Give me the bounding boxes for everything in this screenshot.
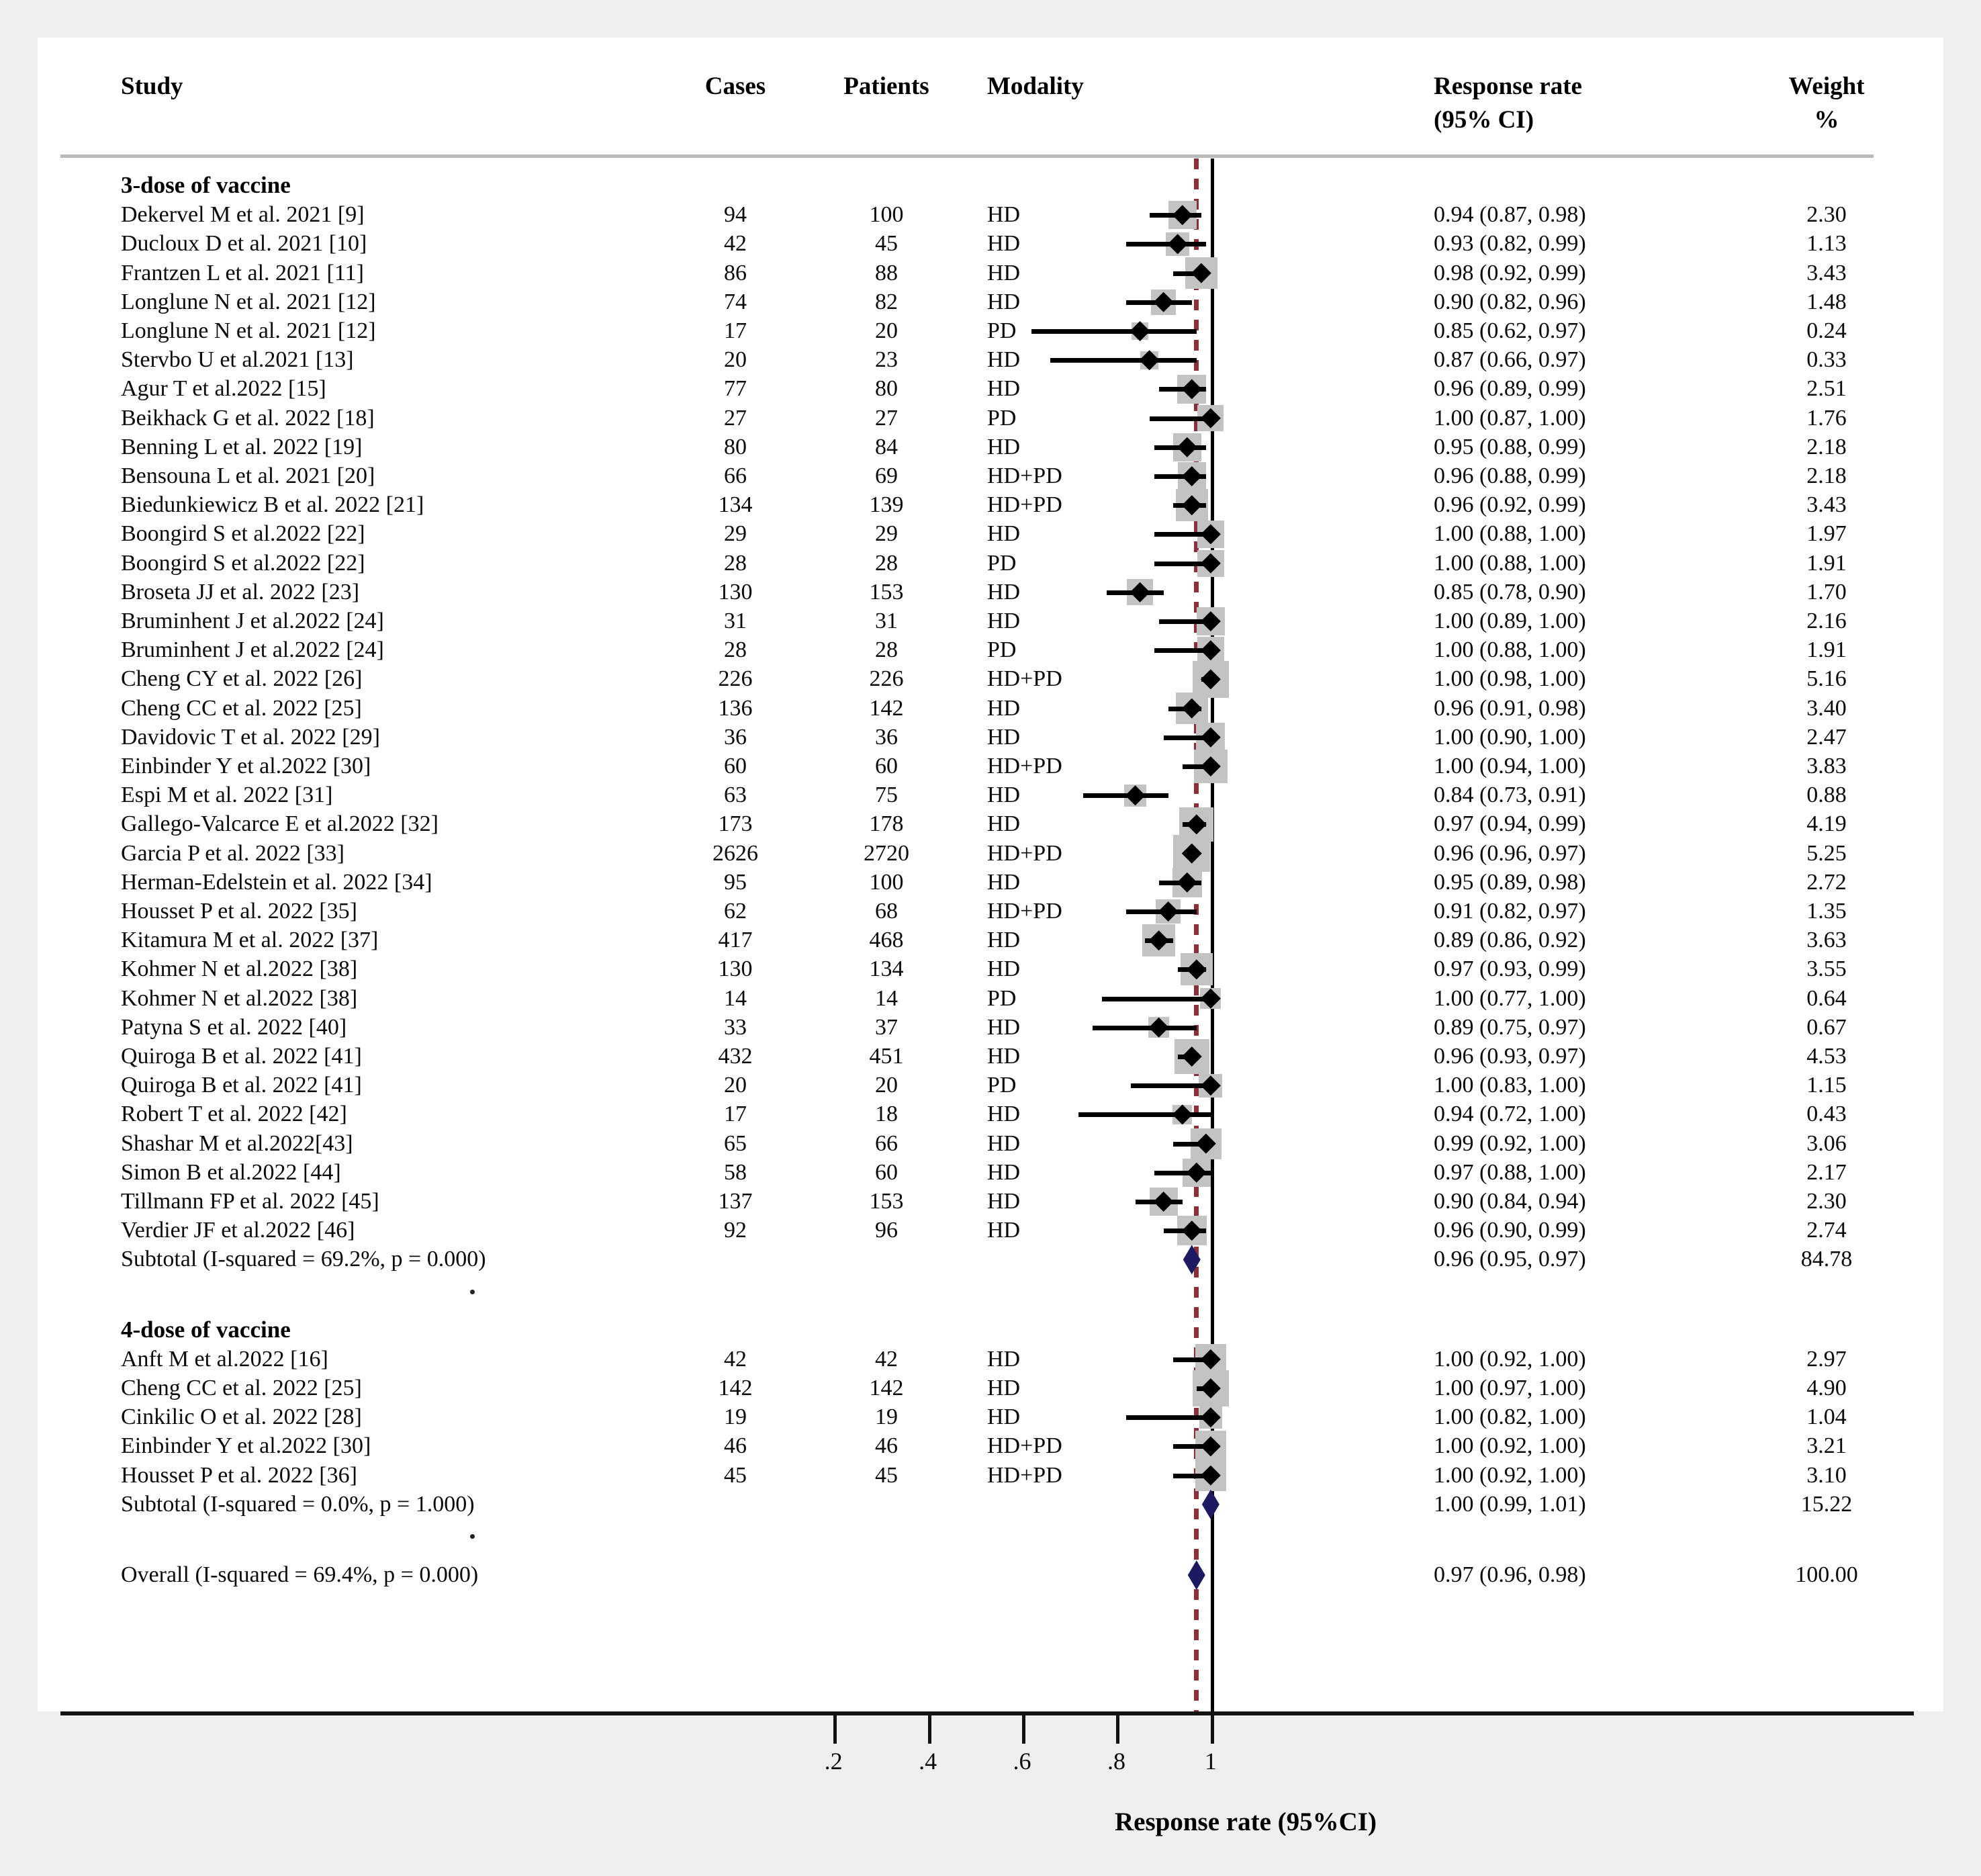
modality-value: PD: [987, 550, 1017, 576]
study-name: Herman-Edelstein et al. 2022 [34]: [121, 869, 432, 895]
axis-tick-label: .8: [1107, 1748, 1125, 1775]
cases-value: 14: [724, 985, 747, 1011]
confidence-interval-line: [1131, 1083, 1211, 1088]
study-name: Quiroga B et al. 2022 [41]: [121, 1073, 362, 1098]
weight-value: 0.88: [1806, 783, 1847, 808]
axis-tick: [833, 1714, 837, 1744]
cases-value: 142: [718, 1376, 753, 1400]
modality-value: PD: [987, 405, 1017, 431]
weight-value: 1.70: [1806, 579, 1847, 605]
study-name: Beikhack G et al. 2022 [18]: [121, 405, 375, 431]
cases-value: 20: [724, 347, 747, 373]
response-rate-value: 1.00 (0.98, 1.00): [1434, 666, 1586, 692]
patients-value: 451: [869, 1044, 904, 1069]
patients-value: 2720: [864, 840, 909, 866]
response-rate-value: 0.98 (0.92, 0.99): [1434, 260, 1586, 285]
column-header-weight-pct: %: [1814, 106, 1839, 134]
axis-tick: [1116, 1714, 1119, 1744]
modality-value: HD: [987, 1044, 1021, 1069]
patients-value: 60: [875, 1159, 898, 1185]
response-rate-value: 1.00 (0.82, 1.00): [1434, 1404, 1586, 1430]
weight-value: 2.16: [1806, 609, 1847, 633]
study-name: Boongird S et al.2022 [22]: [121, 550, 365, 576]
modality-value: HD: [987, 956, 1021, 982]
patients-value: 20: [875, 1073, 898, 1098]
response-rate-value: 0.84 (0.73, 0.91): [1434, 783, 1586, 808]
response-rate-value: 0.99 (0.92, 1.00): [1434, 1130, 1586, 1156]
modality-value: HD: [987, 579, 1021, 605]
response-rate-value: 0.90 (0.84, 0.94): [1434, 1189, 1586, 1214]
study-name: Kohmer N et al.2022 [38]: [121, 956, 358, 982]
cases-value: 17: [724, 1102, 747, 1127]
study-name: Housset P et al. 2022 [36]: [121, 1462, 357, 1488]
weight-value: 2.97: [1806, 1346, 1847, 1372]
modality-value: HD: [987, 1159, 1021, 1185]
weight-value: 5.25: [1806, 840, 1847, 866]
weight-value: 1.15: [1806, 1073, 1847, 1098]
weight-value: 3.43: [1806, 492, 1847, 518]
modality-value: HD: [987, 1346, 1021, 1372]
patients-value: 20: [875, 318, 898, 343]
response-rate-value: 0.94 (0.87, 0.98): [1434, 202, 1586, 228]
cases-value: 66: [724, 463, 747, 488]
confidence-interval-line: [1050, 358, 1197, 363]
cases-value: 77: [724, 376, 747, 402]
modality-value: PD: [987, 1073, 1017, 1098]
cases-value: 432: [718, 1044, 753, 1069]
study-name: Bensouna L et al. 2021 [20]: [121, 463, 375, 488]
cases-value: 17: [724, 318, 747, 343]
weight-value: 1.91: [1806, 637, 1847, 663]
confidence-interval-line: [1093, 1026, 1196, 1030]
cases-value: 173: [718, 811, 753, 837]
weight-value: 4.90: [1806, 1376, 1847, 1400]
cases-value: 33: [724, 1014, 747, 1040]
modality-value: HD: [987, 231, 1021, 257]
cases-value: 136: [718, 695, 753, 721]
weight-value: 2.72: [1806, 869, 1847, 895]
cases-value: 28: [724, 637, 747, 663]
weight-value: 0.67: [1806, 1014, 1847, 1040]
study-name: Verdier JF et al.2022 [46]: [121, 1218, 355, 1243]
response-rate-value: 0.95 (0.89, 0.98): [1434, 869, 1586, 895]
response-rate-value: 0.97 (0.94, 0.99): [1434, 811, 1586, 837]
cases-value: 19: [724, 1404, 747, 1430]
response-rate-value: 0.97 (0.93, 0.99): [1434, 956, 1586, 982]
patients-value: 100: [869, 869, 904, 895]
group-label-4-dose: 4-dose of vaccine: [121, 1316, 291, 1343]
weight-value: 1.97: [1806, 521, 1847, 547]
weight-value: 0.43: [1806, 1102, 1847, 1127]
study-name: Einbinder Y et al.2022 [30]: [121, 1433, 371, 1459]
study-name: Boongird S et al.2022 [22]: [121, 521, 365, 547]
study-name: Garcia P et al. 2022 [33]: [121, 840, 344, 866]
response-rate-value: 1.00 (0.94, 1.00): [1434, 754, 1586, 778]
modality-value: HD: [987, 347, 1021, 373]
modality-value: HD: [987, 1014, 1021, 1040]
cases-value: 137: [718, 1189, 753, 1214]
response-rate-value: 0.96 (0.90, 0.99): [1434, 1218, 1586, 1243]
modality-value: HD: [987, 260, 1021, 285]
cases-value: 94: [724, 202, 747, 228]
modality-value: HD: [987, 1404, 1021, 1430]
study-name: Broseta JJ et al. 2022 [23]: [121, 579, 360, 605]
response-rate-value: 1.00 (0.87, 1.00): [1434, 405, 1586, 431]
patients-value: 29: [875, 521, 898, 547]
summary-diamond: [1188, 1560, 1205, 1590]
cases-value: 42: [724, 231, 747, 257]
response-rate-value: 1.00 (0.90, 1.00): [1434, 724, 1586, 750]
cases-value: 134: [718, 492, 753, 518]
patients-value: 226: [869, 666, 904, 692]
column-header-study: Study: [121, 73, 183, 100]
weight-value: 2.17: [1806, 1159, 1847, 1185]
modality-value: HD: [987, 202, 1021, 228]
modality-value: HD+PD: [987, 463, 1062, 488]
response-rate-value: 0.91 (0.82, 0.97): [1434, 899, 1586, 924]
weight-value: 0.64: [1806, 985, 1847, 1011]
modality-value: HD+PD: [987, 754, 1062, 778]
cases-value: 29: [724, 521, 747, 547]
patients-value: 18: [875, 1102, 898, 1127]
modality-value: PD: [987, 318, 1017, 343]
weight-value: 5.16: [1806, 666, 1847, 692]
weight-value: 0.24: [1806, 318, 1847, 343]
header-rule: [60, 154, 1874, 158]
study-name: Kohmer N et al.2022 [38]: [121, 985, 358, 1011]
modality-value: PD: [987, 985, 1017, 1011]
study-name: Robert T et al. 2022 [42]: [121, 1102, 347, 1127]
modality-value: HD: [987, 928, 1021, 953]
cases-value: 130: [718, 956, 753, 982]
study-name: Biedunkiewicz B et al. 2022 [21]: [121, 492, 424, 518]
patients-value: 134: [869, 956, 904, 982]
patients-value: 468: [869, 928, 904, 953]
patients-value: 66: [875, 1130, 898, 1156]
patients-value: 69: [875, 463, 898, 488]
patients-value: 153: [869, 579, 904, 605]
spacer-dot: [470, 1534, 475, 1539]
cases-value: 62: [724, 899, 747, 924]
modality-value: HD: [987, 1218, 1021, 1243]
patients-value: 178: [869, 811, 904, 837]
patients-value: 45: [875, 1462, 898, 1488]
overall-response-rate: 0.97 (0.96, 0.98): [1434, 1562, 1586, 1587]
summary-diamond: [1202, 1490, 1219, 1519]
study-name: Housset P et al. 2022 [35]: [121, 899, 357, 924]
study-name: Longlune N et al. 2021 [12]: [121, 318, 376, 343]
axis-tick-label: .2: [824, 1748, 843, 1775]
response-rate-value: 1.00 (0.83, 1.00): [1434, 1073, 1586, 1098]
weight-value: 2.74: [1806, 1218, 1847, 1243]
cases-value: 46: [724, 1433, 747, 1459]
axis-tick: [928, 1714, 931, 1744]
response-rate-value: 1.00 (0.88, 1.00): [1434, 550, 1586, 576]
study-name: Dekervel M et al. 2021 [9]: [121, 202, 365, 228]
response-rate-value: 1.00 (0.92, 1.00): [1434, 1433, 1586, 1459]
cases-value: 74: [724, 289, 747, 314]
overall-weight: 100.00: [1795, 1562, 1858, 1587]
patients-value: 68: [875, 899, 898, 924]
study-name: Stervbo U et al.2021 [13]: [121, 347, 354, 373]
modality-value: HD: [987, 434, 1021, 459]
study-name: Frantzen L et al. 2021 [11]: [121, 260, 364, 285]
spacer-dot: [470, 1290, 475, 1294]
study-name: Cheng CC et al. 2022 [25]: [121, 695, 362, 721]
response-rate-value: 0.96 (0.88, 0.99): [1434, 463, 1586, 488]
weight-value: 3.10: [1806, 1462, 1847, 1488]
confidence-interval-line: [1126, 1415, 1211, 1420]
x-axis-title: Response rate (95%CI): [1115, 1807, 1377, 1836]
study-name: Cheng CY et al. 2022 [26]: [121, 666, 363, 692]
response-rate-value: 0.85 (0.62, 0.97): [1434, 318, 1586, 343]
cases-value: 2626: [712, 840, 758, 866]
study-name: Agur T et al.2022 [15]: [121, 376, 326, 402]
patients-value: 139: [869, 492, 904, 518]
response-rate-value: 0.90 (0.82, 0.96): [1434, 289, 1586, 314]
response-rate-value: 0.95 (0.88, 0.99): [1434, 434, 1586, 459]
cases-value: 27: [724, 405, 747, 431]
cases-value: 20: [724, 1073, 747, 1098]
patients-value: 46: [875, 1433, 898, 1459]
response-rate-value: 0.94 (0.72, 1.00): [1434, 1102, 1586, 1127]
patients-value: 142: [869, 1376, 904, 1400]
axis-tick-label: .4: [919, 1748, 937, 1775]
patients-value: 37: [875, 1014, 898, 1040]
patients-value: 27: [875, 405, 898, 431]
weight-value: 2.30: [1806, 1189, 1847, 1214]
weight-value: 3.83: [1806, 754, 1847, 778]
modality-value: HD: [987, 869, 1021, 895]
weight-value: 2.47: [1806, 724, 1847, 750]
study-name: Benning L et al. 2022 [19]: [121, 434, 363, 459]
study-name: Einbinder Y et al.2022 [30]: [121, 754, 371, 778]
cases-value: 63: [724, 783, 747, 808]
axis-tick: [1022, 1714, 1025, 1744]
modality-value: HD: [987, 521, 1021, 547]
subtotal-weight: 15.22: [1800, 1491, 1853, 1517]
modality-value: HD+PD: [987, 666, 1062, 692]
weight-value: 1.13: [1806, 231, 1847, 257]
modality-value: HD+PD: [987, 1462, 1062, 1488]
subtotal-weight: 84.78: [1800, 1247, 1853, 1272]
response-rate-value: 1.00 (0.97, 1.00): [1434, 1376, 1586, 1400]
response-rate-value: 1.00 (0.88, 1.00): [1434, 521, 1586, 547]
patients-value: 75: [875, 783, 898, 808]
patients-value: 96: [875, 1218, 898, 1243]
cases-value: 92: [724, 1218, 747, 1243]
study-name: Anft M et al.2022 [16]: [121, 1346, 328, 1372]
subtotal-response-rate: 1.00 (0.99, 1.01): [1434, 1491, 1586, 1517]
weight-value: 3.06: [1806, 1130, 1847, 1156]
study-name: Simon B et al.2022 [44]: [121, 1159, 341, 1185]
study-name: Patyna S et al. 2022 [40]: [121, 1014, 347, 1040]
cases-value: 80: [724, 434, 747, 459]
modality-value: HD: [987, 783, 1021, 808]
response-rate-value: 0.96 (0.96, 0.97): [1434, 840, 1586, 866]
patients-value: 28: [875, 637, 898, 663]
overall-label: Overall (I-squared = 69.4%, p = 0.000): [121, 1562, 479, 1587]
weight-value: 1.91: [1806, 550, 1847, 576]
column-header-response-rate-ci: (95% CI): [1434, 106, 1534, 134]
cases-value: 65: [724, 1130, 747, 1156]
modality-value: HD+PD: [987, 492, 1062, 518]
cases-value: 28: [724, 550, 747, 576]
response-rate-value: 1.00 (0.89, 1.00): [1434, 609, 1586, 633]
response-rate-value: 1.00 (0.88, 1.00): [1434, 637, 1586, 663]
cases-value: 86: [724, 260, 747, 285]
modality-value: HD+PD: [987, 899, 1062, 924]
response-rate-value: 0.89 (0.86, 0.92): [1434, 928, 1586, 953]
response-rate-value: 0.96 (0.92, 0.99): [1434, 492, 1586, 518]
weight-value: 2.51: [1806, 376, 1847, 402]
modality-value: HD: [987, 289, 1021, 314]
response-rate-value: 0.96 (0.89, 0.99): [1434, 376, 1586, 402]
patients-value: 60: [875, 754, 898, 778]
patients-value: 31: [875, 609, 898, 633]
response-rate-value: 0.87 (0.66, 0.97): [1434, 347, 1586, 373]
modality-value: HD: [987, 609, 1021, 633]
patients-value: 100: [869, 202, 904, 228]
cases-value: 95: [724, 869, 747, 895]
weight-value: 2.30: [1806, 202, 1847, 228]
weight-value: 3.40: [1806, 695, 1847, 721]
patients-value: 42: [875, 1346, 898, 1372]
axis-tick-label: .6: [1013, 1748, 1031, 1775]
modality-value: HD: [987, 695, 1021, 721]
weight-value: 3.63: [1806, 928, 1847, 953]
modality-value: HD: [987, 1189, 1021, 1214]
study-name: Bruminhent J et al.2022 [24]: [121, 637, 384, 663]
response-rate-value: 0.89 (0.75, 0.97): [1434, 1014, 1586, 1040]
study-name: Tillmann FP et al. 2022 [45]: [121, 1189, 379, 1214]
forest-plot-area: [1148, 87, 1403, 1632]
response-rate-value: 0.96 (0.93, 0.97): [1434, 1044, 1586, 1069]
subtotal-label: Subtotal (I-squared = 0.0%, p = 1.000): [121, 1491, 475, 1517]
patients-value: 23: [875, 347, 898, 373]
cases-value: 130: [718, 579, 753, 605]
modality-value: HD: [987, 811, 1021, 837]
response-rate-value: 1.00 (0.92, 1.00): [1434, 1462, 1586, 1488]
patients-value: 84: [875, 434, 898, 459]
modality-value: PD: [987, 637, 1017, 663]
patients-value: 14: [875, 985, 898, 1011]
patients-value: 45: [875, 231, 898, 257]
weight-value: 1.35: [1806, 899, 1847, 924]
modality-value: HD: [987, 376, 1021, 402]
cases-value: 58: [724, 1159, 747, 1185]
response-rate-value: 0.97 (0.88, 1.00): [1434, 1159, 1586, 1185]
weight-value: 1.48: [1806, 289, 1847, 314]
patients-value: 28: [875, 550, 898, 576]
patients-value: 142: [869, 695, 904, 721]
patients-value: 153: [869, 1189, 904, 1214]
column-header-patients: Patients: [843, 73, 929, 100]
weight-value: 4.53: [1806, 1044, 1847, 1069]
modality-value: HD: [987, 1102, 1021, 1127]
weight-value: 3.21: [1806, 1433, 1847, 1459]
study-name: Cheng CC et al. 2022 [25]: [121, 1376, 362, 1400]
x-axis-line: [60, 1711, 1914, 1715]
confidence-interval-line: [1126, 242, 1206, 247]
patients-value: 80: [875, 376, 898, 402]
weight-value: 3.43: [1806, 260, 1847, 285]
response-rate-value: 0.85 (0.78, 0.90): [1434, 579, 1586, 605]
study-name: Bruminhent J et al.2022 [24]: [121, 609, 384, 633]
response-rate-value: 0.96 (0.91, 0.98): [1434, 695, 1586, 721]
group-label-3-dose: 3-dose of vaccine: [121, 172, 291, 198]
patients-value: 82: [875, 289, 898, 314]
column-header-cases: Cases: [704, 73, 766, 100]
cases-value: 45: [724, 1462, 747, 1488]
subtotal-label: Subtotal (I-squared = 69.2%, p = 0.000): [121, 1247, 486, 1272]
study-name: Davidovic T et al. 2022 [29]: [121, 724, 380, 750]
axis-tick: [1211, 1714, 1214, 1744]
axis-tick-label: 1: [1204, 1748, 1217, 1775]
weight-value: 1.76: [1806, 405, 1847, 431]
response-rate-value: 0.93 (0.82, 0.99): [1434, 231, 1586, 257]
study-name: Shashar M et al.2022[43]: [121, 1130, 353, 1156]
weight-value: 2.18: [1806, 463, 1847, 488]
column-header-modality: Modality: [987, 73, 1084, 100]
weight-value: 1.04: [1806, 1404, 1847, 1430]
weight-value: 4.19: [1806, 811, 1847, 837]
cases-value: 36: [724, 724, 747, 750]
patients-value: 88: [875, 260, 898, 285]
modality-value: HD: [987, 1130, 1021, 1156]
column-header-response-rate: Response rate: [1434, 73, 1582, 100]
column-header-weight: Weight: [1788, 73, 1865, 100]
response-rate-value: 1.00 (0.77, 1.00): [1434, 985, 1586, 1011]
confidence-interval-line: [1031, 329, 1197, 334]
patients-value: 36: [875, 724, 898, 750]
response-rate-value: 1.00 (0.92, 1.00): [1434, 1346, 1586, 1372]
cases-value: 60: [724, 754, 747, 778]
cases-value: 417: [718, 928, 753, 953]
modality-value: HD+PD: [987, 840, 1062, 866]
cases-value: 31: [724, 609, 747, 633]
modality-value: HD+PD: [987, 1433, 1062, 1459]
study-name: Longlune N et al. 2021 [12]: [121, 289, 376, 314]
study-name: Cinkilic O et al. 2022 [28]: [121, 1404, 362, 1430]
study-name: Espi M et al. 2022 [31]: [121, 783, 333, 808]
study-name: Kitamura M et al. 2022 [37]: [121, 928, 379, 953]
subtotal-response-rate: 0.96 (0.95, 0.97): [1434, 1247, 1586, 1272]
patients-value: 19: [875, 1404, 898, 1430]
weight-value: 2.18: [1806, 434, 1847, 459]
cases-value: 226: [718, 666, 753, 692]
weight-value: 0.33: [1806, 347, 1847, 373]
weight-value: 3.55: [1806, 956, 1847, 982]
study-name: Ducloux D et al. 2021 [10]: [121, 231, 367, 257]
study-name: Quiroga B et al. 2022 [41]: [121, 1044, 362, 1069]
cases-value: 42: [724, 1346, 747, 1372]
confidence-interval-line: [1102, 997, 1210, 1001]
modality-value: HD: [987, 1376, 1021, 1400]
modality-value: HD: [987, 724, 1021, 750]
study-name: Gallego-Valcarce E et al.2022 [32]: [121, 811, 439, 837]
